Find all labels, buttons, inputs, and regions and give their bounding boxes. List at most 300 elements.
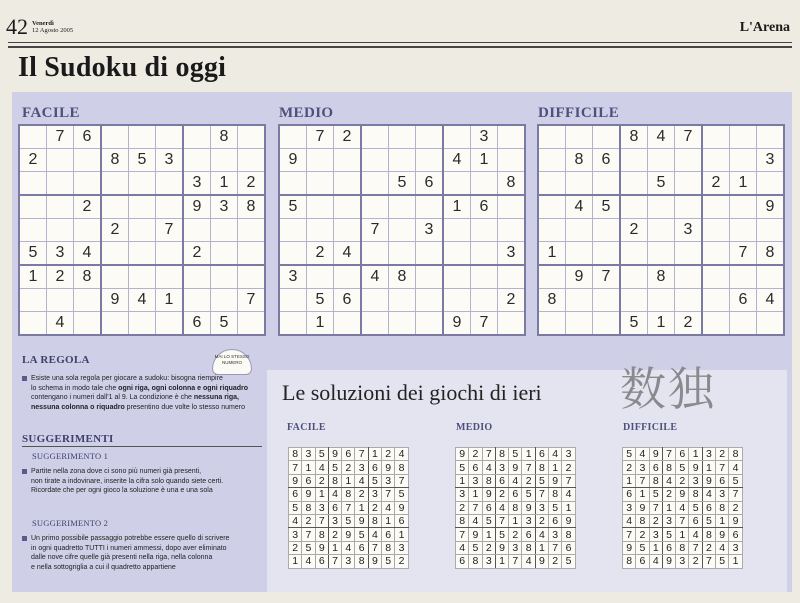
grid-cell[interactable] — [702, 125, 730, 149]
grid-cell[interactable] — [443, 265, 471, 289]
grid-cell[interactable] — [19, 289, 47, 312]
grid-cell[interactable] — [238, 265, 266, 289]
grid-cell[interactable] — [19, 312, 47, 336]
grid-cell: 4 — [702, 488, 715, 501]
grid-cell[interactable] — [443, 242, 471, 266]
grid-cell[interactable] — [566, 242, 593, 266]
grid-cell[interactable] — [156, 195, 184, 219]
grid-cell[interactable] — [74, 289, 102, 312]
suggerimento-1-title: SUGGERIMENTO 1 — [32, 451, 109, 461]
grid-cell[interactable] — [211, 242, 238, 266]
grid-cell[interactable] — [279, 219, 307, 242]
grid-cell[interactable]: 4 — [648, 125, 675, 149]
grid-cell[interactable]: 1 — [443, 195, 471, 219]
grid-cell[interactable]: 6 — [74, 125, 102, 149]
grid-cell[interactable]: 5 — [19, 242, 47, 266]
grid-cell[interactable] — [334, 312, 362, 336]
grid-row — [456, 514, 576, 527]
suggerimento-line: Ricordate che per ogni gioco la soluzione è una e una sola — [31, 487, 213, 494]
grid-cell[interactable] — [416, 265, 444, 289]
grid-cell[interactable]: 3 — [498, 242, 526, 266]
grid-cell[interactable] — [361, 172, 389, 196]
grid-cell[interactable]: 8 — [101, 149, 129, 172]
grid-cell[interactable] — [334, 172, 362, 196]
grid-cell[interactable] — [129, 312, 156, 336]
grid-cell[interactable] — [307, 149, 334, 172]
grid-cell[interactable]: 3 — [156, 149, 184, 172]
grid-cell[interactable] — [648, 219, 675, 242]
grid-cell[interactable] — [538, 172, 566, 196]
grid-cell[interactable]: 5 — [593, 195, 621, 219]
grid-cell[interactable]: 2 — [47, 265, 74, 289]
grid-cell[interactable] — [101, 172, 129, 196]
grid-cell[interactable]: 4 — [443, 149, 471, 172]
grid-cell[interactable]: 2 — [74, 195, 102, 219]
grid-cell[interactable] — [471, 242, 498, 266]
grid-cell: 7 — [549, 541, 562, 554]
grid-cell[interactable] — [757, 219, 785, 242]
grid-cell[interactable]: 2 — [307, 242, 334, 266]
grid-cell[interactable] — [129, 125, 156, 149]
grid-cell: 2 — [342, 461, 355, 474]
grid-cell: 7 — [342, 501, 355, 514]
grid-cell[interactable] — [307, 195, 334, 219]
grid-cell[interactable] — [238, 125, 266, 149]
grid-cell[interactable] — [156, 312, 184, 336]
grid-cell[interactable] — [593, 289, 621, 312]
grid-cell[interactable] — [443, 172, 471, 196]
grid-cell[interactable] — [389, 125, 416, 149]
grid-cell[interactable] — [19, 219, 47, 242]
grid-cell[interactable]: 8 — [620, 125, 648, 149]
grid-cell[interactable]: 8 — [566, 149, 593, 172]
grid-cell[interactable]: 5 — [307, 289, 334, 312]
grid-cell[interactable] — [702, 195, 730, 219]
grid-cell[interactable] — [620, 265, 648, 289]
grid-cell[interactable] — [566, 219, 593, 242]
grid-cell[interactable] — [101, 195, 129, 219]
grid-cell[interactable] — [279, 242, 307, 266]
grid-cell[interactable] — [593, 312, 621, 336]
grid-cell[interactable]: 9 — [279, 149, 307, 172]
grid-row — [19, 172, 265, 196]
grid-cell[interactable] — [702, 312, 730, 336]
grid-cell[interactable]: 3 — [183, 172, 211, 196]
grid-cell[interactable]: 7 — [361, 219, 389, 242]
grid-cell: 9 — [649, 448, 662, 461]
grid-cell[interactable]: 5 — [211, 312, 238, 336]
grid-cell[interactable] — [334, 149, 362, 172]
grid-cell[interactable]: 3 — [416, 219, 444, 242]
grid-cell[interactable] — [566, 125, 593, 149]
grid-cell[interactable]: 6 — [416, 172, 444, 196]
grid-cell[interactable] — [648, 195, 675, 219]
grid-cell[interactable]: 7 — [730, 242, 757, 266]
grid-cell[interactable] — [129, 195, 156, 219]
grid-cell: 5 — [342, 514, 355, 527]
grid-cell[interactable]: 5 — [129, 149, 156, 172]
grid-cell[interactable] — [307, 265, 334, 289]
grid-cell[interactable]: 1 — [211, 172, 238, 196]
grid-cell[interactable] — [757, 265, 785, 289]
grid-cell[interactable] — [648, 289, 675, 312]
grid-cell[interactable] — [361, 125, 389, 149]
grid-cell[interactable] — [47, 219, 74, 242]
grid-cell[interactable]: 6 — [730, 289, 757, 312]
grid-cell[interactable] — [416, 289, 444, 312]
grid-cell: 1 — [395, 528, 408, 541]
grid-cell[interactable]: 7 — [47, 125, 74, 149]
grid-cell: 6 — [395, 514, 408, 527]
grid-cell[interactable]: 6 — [183, 312, 211, 336]
grid-cell: 5 — [729, 474, 742, 487]
grid-cell[interactable] — [416, 125, 444, 149]
grid-cell[interactable]: 5 — [648, 172, 675, 196]
grid-cell[interactable] — [730, 149, 757, 172]
grid-cell[interactable]: 7 — [593, 265, 621, 289]
grid-cell[interactable] — [279, 312, 307, 336]
grid-cell: 2 — [395, 555, 408, 568]
grid-cell: 7 — [482, 448, 495, 461]
grid-cell[interactable] — [648, 149, 675, 172]
grid-cell[interactable] — [702, 242, 730, 266]
grid-cell[interactable] — [443, 289, 471, 312]
grid-cell: 9 — [623, 541, 636, 554]
grid-cell[interactable] — [538, 125, 566, 149]
grid-cell[interactable] — [730, 312, 757, 336]
grid-cell[interactable]: 3 — [757, 149, 785, 172]
grid-cell[interactable] — [675, 265, 703, 289]
grid-cell[interactable] — [498, 125, 526, 149]
grid-cell: 1 — [355, 501, 368, 514]
grid-cell[interactable]: 5 — [620, 312, 648, 336]
grid-cell: 5 — [289, 501, 302, 514]
grid-cell[interactable] — [498, 265, 526, 289]
grid-cell[interactable] — [730, 195, 757, 219]
grid-cell[interactable] — [593, 125, 621, 149]
grid-cell[interactable]: 4 — [334, 242, 362, 266]
grid-cell[interactable] — [538, 149, 566, 172]
grid-cell[interactable]: 8 — [211, 125, 238, 149]
grid-cell[interactable]: 6 — [593, 149, 621, 172]
grid-cell: 4 — [562, 488, 575, 501]
grid-cell[interactable] — [538, 219, 566, 242]
grid-cell: 9 — [535, 555, 548, 568]
grid-cell[interactable] — [389, 149, 416, 172]
grid-cell[interactable] — [416, 312, 444, 336]
grid-cell[interactable] — [702, 265, 730, 289]
grid-cell[interactable] — [757, 125, 785, 149]
grid-cell[interactable] — [566, 312, 593, 336]
grid-cell[interactable] — [101, 125, 129, 149]
grid-cell[interactable]: 9 — [443, 312, 471, 336]
grid-cell[interactable] — [730, 265, 757, 289]
grid-cell[interactable] — [183, 219, 211, 242]
grid-cell[interactable]: 3 — [279, 265, 307, 289]
grid-cell[interactable] — [211, 149, 238, 172]
grid-cell[interactable]: 3 — [675, 219, 703, 242]
grid-row — [456, 474, 576, 487]
grid-cell[interactable]: 8 — [538, 289, 566, 312]
grid-cell[interactable] — [702, 219, 730, 242]
grid-cell[interactable] — [334, 219, 362, 242]
grid-cell[interactable]: 9 — [183, 195, 211, 219]
grid-cell[interactable] — [279, 125, 307, 149]
grid-cell[interactable]: 1 — [538, 242, 566, 266]
grid-cell: 4 — [315, 461, 328, 474]
grid-cell[interactable]: 1 — [471, 149, 498, 172]
grid-cell[interactable]: 2 — [620, 219, 648, 242]
grid-cell[interactable] — [47, 195, 74, 219]
grid-cell[interactable] — [101, 312, 129, 336]
grid-cell[interactable]: 1 — [19, 265, 47, 289]
grid-cell[interactable] — [702, 289, 730, 312]
grid-cell[interactable] — [538, 265, 566, 289]
grid-cell[interactable] — [538, 312, 566, 336]
grid-cell[interactable] — [538, 195, 566, 219]
grid-cell[interactable] — [101, 265, 129, 289]
grid-cell: 2 — [716, 448, 729, 461]
grid-cell[interactable] — [675, 149, 703, 172]
grid-cell[interactable]: 5 — [279, 195, 307, 219]
grid-cell[interactable] — [238, 242, 266, 266]
grid-cell[interactable] — [620, 172, 648, 196]
grid-cell[interactable] — [156, 265, 184, 289]
grid-cell[interactable] — [416, 149, 444, 172]
grid-cell[interactable]: 2 — [498, 289, 526, 312]
grid-cell[interactable]: 3 — [471, 125, 498, 149]
grid-cell[interactable] — [648, 242, 675, 266]
sudoku-grid-difficile[interactable] — [537, 124, 785, 336]
grid-cell: 6 — [342, 448, 355, 461]
grid-cell: 5 — [716, 555, 729, 568]
regola-line: nessuna colonna o riquadro presentino due volte lo stesso numero — [31, 403, 245, 411]
grid-cell[interactable] — [389, 289, 416, 312]
grid-cell[interactable] — [19, 195, 47, 219]
grid-cell: 3 — [469, 474, 482, 487]
grid-cell: 1 — [649, 541, 662, 554]
grid-cell[interactable] — [156, 125, 184, 149]
grid-cell[interactable] — [566, 289, 593, 312]
grid-cell[interactable] — [156, 242, 184, 266]
grid-cell: 3 — [662, 514, 675, 527]
grid-cell[interactable]: 2 — [334, 125, 362, 149]
grid-cell[interactable]: 4 — [129, 289, 156, 312]
grid-cell[interactable] — [74, 312, 102, 336]
grid-cell[interactable] — [675, 172, 703, 196]
grid-cell[interactable] — [334, 265, 362, 289]
grid-cell[interactable]: 8 — [389, 265, 416, 289]
grid-cell[interactable] — [47, 149, 74, 172]
grid-cell[interactable] — [183, 149, 211, 172]
grid-cell[interactable] — [19, 172, 47, 196]
grid-cell[interactable]: 2 — [19, 149, 47, 172]
grid-cell[interactable]: 4 — [566, 195, 593, 219]
grid-cell: 9 — [368, 555, 381, 568]
grid-cell: 7 — [623, 528, 636, 541]
grid-cell[interactable] — [279, 172, 307, 196]
grid-cell: 8 — [729, 448, 742, 461]
grid-cell[interactable] — [307, 219, 334, 242]
grid-cell[interactable] — [416, 195, 444, 219]
grid-cell[interactable] — [361, 195, 389, 219]
grid-cell[interactable]: 9 — [101, 289, 129, 312]
grid-cell: 9 — [662, 555, 675, 568]
grid-cell[interactable] — [238, 312, 266, 336]
grid-cell[interactable] — [471, 289, 498, 312]
grid-row — [538, 125, 784, 149]
grid-cell[interactable]: 7 — [156, 219, 184, 242]
grid-row — [623, 514, 743, 527]
grid-cell[interactable]: 9 — [566, 265, 593, 289]
grid-cell: 1 — [382, 514, 395, 527]
grid-cell[interactable] — [334, 195, 362, 219]
grid-cell[interactable] — [443, 219, 471, 242]
grid-cell[interactable]: 6 — [471, 195, 498, 219]
grid-cell[interactable] — [593, 172, 621, 196]
grid-cell[interactable] — [498, 149, 526, 172]
grid-cell[interactable]: 4 — [74, 242, 102, 266]
grid-cell[interactable] — [757, 312, 785, 336]
grid-cell: 6 — [729, 528, 742, 541]
grid-cell[interactable] — [129, 172, 156, 196]
grid-cell[interactable] — [389, 219, 416, 242]
grid-cell[interactable] — [19, 125, 47, 149]
grid-cell[interactable] — [361, 312, 389, 336]
grid-cell[interactable]: 2 — [238, 172, 266, 196]
grid-cell[interactable] — [620, 242, 648, 266]
grid-cell[interactable]: 8 — [757, 242, 785, 266]
grid-cell[interactable]: 9 — [757, 195, 785, 219]
grid-cell[interactable] — [416, 242, 444, 266]
grid-cell[interactable] — [129, 219, 156, 242]
grid-cell: 6 — [382, 528, 395, 541]
grid-cell[interactable] — [47, 289, 74, 312]
grid-cell[interactable]: 2 — [183, 242, 211, 266]
grid-cell[interactable] — [101, 242, 129, 266]
grid-cell[interactable] — [183, 125, 211, 149]
sudoku-grid-medio[interactable] — [278, 124, 526, 336]
grid-cell: 3 — [395, 541, 408, 554]
grid-cell[interactable] — [471, 265, 498, 289]
grid-cell[interactable]: 2 — [101, 219, 129, 242]
grid-cell[interactable] — [47, 172, 74, 196]
grid-cell[interactable] — [498, 312, 526, 336]
grid-cell[interactable]: 4 — [757, 289, 785, 312]
grid-cell[interactable] — [620, 195, 648, 219]
grid-cell[interactable] — [156, 172, 184, 196]
grid-cell[interactable]: 3 — [211, 195, 238, 219]
grid-cell[interactable]: 8 — [498, 172, 526, 196]
grid-cell[interactable] — [471, 219, 498, 242]
grid-cell[interactable]: 2 — [675, 312, 703, 336]
grid-cell: 7 — [509, 555, 522, 568]
grid-cell[interactable]: 8 — [648, 265, 675, 289]
grid-row — [19, 195, 265, 219]
grid-cell[interactable] — [443, 125, 471, 149]
grid-cell[interactable] — [702, 149, 730, 172]
grid-cell[interactable]: 4 — [361, 265, 389, 289]
grid-cell[interactable]: 3 — [47, 242, 74, 266]
grid-cell[interactable]: 1 — [648, 312, 675, 336]
grid-cell[interactable]: 7 — [238, 289, 266, 312]
grid-cell[interactable]: 7 — [307, 125, 334, 149]
grid-cell[interactable]: 7 — [471, 312, 498, 336]
grid-cell[interactable]: 6 — [334, 289, 362, 312]
grid-cell[interactable] — [129, 265, 156, 289]
grid-cell[interactable] — [211, 219, 238, 242]
solution-grid-facile — [288, 447, 409, 569]
grid-cell[interactable] — [74, 219, 102, 242]
grid-cell[interactable] — [471, 172, 498, 196]
grid-cell[interactable] — [183, 265, 211, 289]
grid-cell[interactable] — [279, 289, 307, 312]
grid-cell[interactable] — [498, 219, 526, 242]
grid-cell[interactable] — [730, 125, 757, 149]
solution-label-facile: FACILE — [287, 422, 326, 433]
grid-cell: 9 — [482, 488, 495, 501]
grid-cell[interactable] — [389, 242, 416, 266]
issue-date — [32, 20, 73, 34]
grid-cell[interactable] — [498, 195, 526, 219]
grid-cell[interactable]: 5 — [389, 172, 416, 196]
grid-row — [623, 488, 743, 501]
grid-cell[interactable] — [74, 172, 102, 196]
grid-cell[interactable]: 8 — [238, 195, 266, 219]
grid-cell[interactable] — [74, 149, 102, 172]
grid-cell[interactable] — [620, 289, 648, 312]
grid-cell[interactable]: 1 — [156, 289, 184, 312]
grid-cell: 6 — [702, 501, 715, 514]
grid-cell[interactable] — [238, 149, 266, 172]
grid-cell: 3 — [482, 555, 495, 568]
grid-cell[interactable] — [566, 172, 593, 196]
grid-cell[interactable] — [238, 219, 266, 242]
grid-cell[interactable] — [211, 289, 238, 312]
grid-cell[interactable] — [730, 219, 757, 242]
grid-cell: 4 — [482, 461, 495, 474]
grid-cell[interactable]: 7 — [675, 125, 703, 149]
grid-cell[interactable] — [757, 172, 785, 196]
grid-cell[interactable]: 2 — [702, 172, 730, 196]
grid-cell[interactable] — [361, 289, 389, 312]
grid-cell[interactable] — [675, 195, 703, 219]
grid-cell[interactable] — [389, 312, 416, 336]
grid-cell[interactable] — [211, 265, 238, 289]
grid-cell[interactable] — [675, 289, 703, 312]
grid-cell: 9 — [355, 514, 368, 527]
grid-cell[interactable] — [620, 149, 648, 172]
grid-cell[interactable] — [389, 195, 416, 219]
grid-cell[interactable] — [593, 242, 621, 266]
grid-cell[interactable] — [129, 242, 156, 266]
grid-cell[interactable] — [361, 242, 389, 266]
grid-cell[interactable] — [183, 289, 211, 312]
grid-cell: 2 — [456, 501, 469, 514]
grid-cell: 6 — [456, 555, 469, 568]
grid-cell[interactable] — [361, 149, 389, 172]
grid-cell[interactable] — [593, 219, 621, 242]
grid-cell[interactable]: 8 — [74, 265, 102, 289]
grid-cell: 2 — [382, 448, 395, 461]
grid-cell[interactable]: 4 — [47, 312, 74, 336]
grid-cell[interactable]: 1 — [730, 172, 757, 196]
grid-row — [623, 461, 743, 474]
grid-cell[interactable]: 1 — [307, 312, 334, 336]
grid-cell[interactable] — [307, 172, 334, 196]
grid-cell[interactable] — [675, 242, 703, 266]
sudoku-grid-facile[interactable] — [18, 124, 266, 336]
